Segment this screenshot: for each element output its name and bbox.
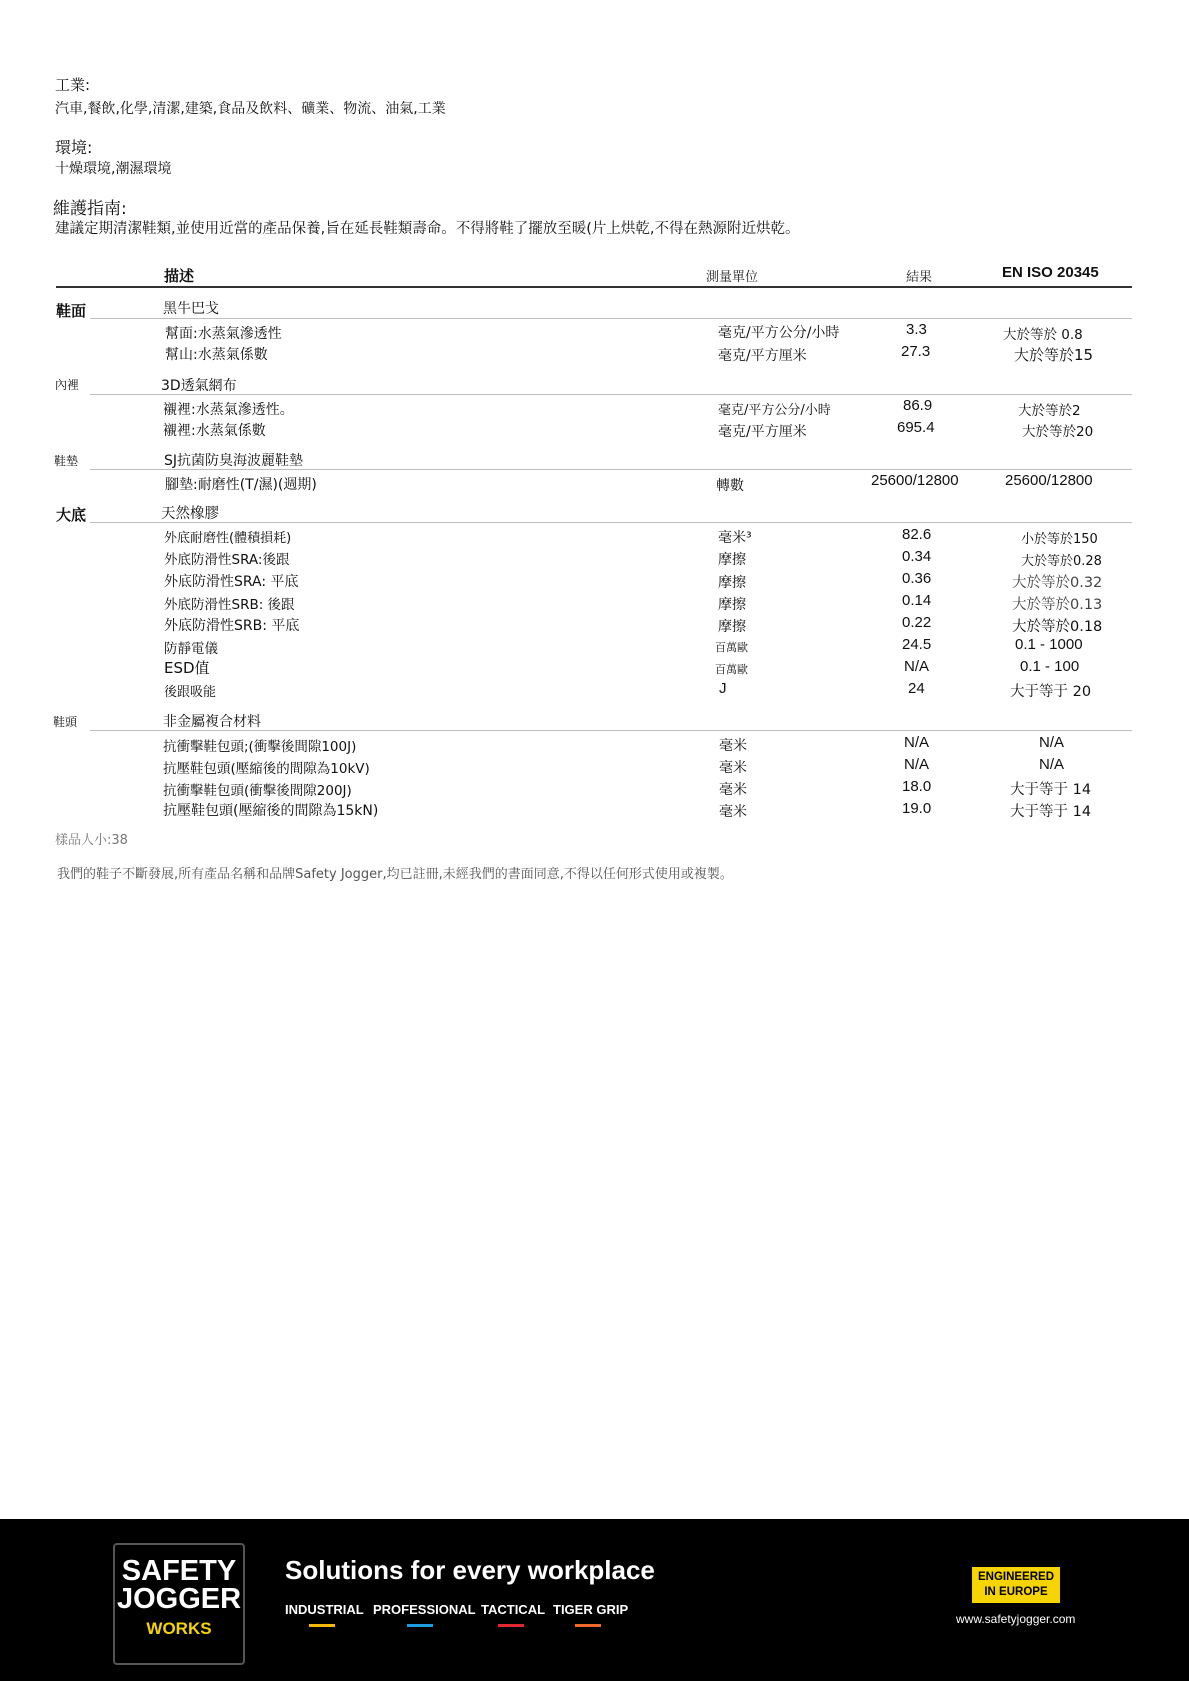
row-result: 24.5 <box>902 636 932 653</box>
header-unit: 測量單位 <box>706 270 759 285</box>
engineered-in-europe-badge <box>972 1567 1060 1603</box>
disclaimer: 我們的鞋子不斷發展,所有產品名稱和品牌Safety Jogger,均已註冊,未經我們的書面同意,不得以任何形式使用或複製。 <box>57 867 733 882</box>
row-unit: 毫米 <box>719 782 747 798</box>
row-result: 19.0 <box>902 800 932 817</box>
row-desc: 防靜電儀 <box>164 641 218 657</box>
row-result: 0.34 <box>902 548 932 565</box>
category-industrial[interactable]: INDUSTRIAL <box>285 1602 364 1617</box>
row-desc: 襯裡:水蒸氣滲透性。 <box>163 402 294 418</box>
header-description: 描述 <box>164 267 195 285</box>
row-result: 0.36 <box>902 570 932 587</box>
row-standard: 大于等于 14 <box>1010 782 1092 798</box>
row-standard: 大於等於0.32 <box>1012 575 1103 591</box>
group-insole-material: SJ抗菌防臭海波麗鞋墊 <box>164 453 304 469</box>
group-insole-label: 鞋墊 <box>54 454 79 468</box>
row-unit: 毫克/平方厘米 <box>718 348 807 364</box>
row-unit: 轉數 <box>716 478 744 494</box>
row-desc: 外底防滑性SRB: 平底 <box>164 618 300 634</box>
row-result: 18.0 <box>902 778 932 795</box>
row-standard: 大於等於0.28 <box>1021 554 1102 569</box>
row-unit: 摩擦 <box>718 597 746 613</box>
group-outsole-material: 天然橡膠 <box>161 506 219 522</box>
row-standard: N/A <box>1039 734 1065 751</box>
row-unit: 毫米 <box>719 760 747 776</box>
row-standard: 大於等於20 <box>1022 424 1094 440</box>
row-desc: 抗衝擊鞋包頭;(衝擊後間隙100J) <box>163 739 357 755</box>
industry-label: 工業: <box>55 76 91 94</box>
row-desc: 後跟吸能 <box>164 685 217 700</box>
row-desc: 抗壓鞋包頭(壓縮後的間隙為10kV) <box>163 761 370 777</box>
footer-banner <box>0 1519 1189 1681</box>
badge-line-2: IN EUROPE <box>984 1586 1048 1598</box>
row-standard: 大於等於 0.8 <box>1003 327 1083 343</box>
environment-label: 環境: <box>55 138 93 157</box>
row-standard: 大於等於0.13 <box>1012 597 1103 613</box>
badge-line-1: ENGINEERED <box>977 1571 1055 1583</box>
header-divider <box>56 286 1132 288</box>
logo-works: WORKS <box>146 1619 212 1638</box>
row-result: N/A <box>904 734 930 751</box>
row-standard: 0.1 - 100 <box>1020 658 1080 675</box>
row-unit: 摩擦 <box>718 575 746 591</box>
group-outsole-label: 大底 <box>56 506 87 524</box>
row-result: N/A <box>904 756 930 773</box>
row-desc: 外底防滑性SRA: 平底 <box>164 574 299 590</box>
slogan: Solutions for every workplace <box>285 1555 655 1585</box>
row-standard: 0.1 - 1000 <box>1015 636 1083 653</box>
row-result: 86.9 <box>903 397 933 414</box>
category-tactical-underline <box>498 1624 524 1627</box>
group-divider <box>90 394 1132 395</box>
row-result: 27.3 <box>901 343 931 360</box>
category-tiger-grip[interactable]: TIGER GRIP <box>553 1602 629 1617</box>
category-tactical[interactable]: TACTICAL <box>481 1602 546 1617</box>
group-divider <box>90 318 1132 319</box>
row-unit: 百萬歐 <box>715 663 748 676</box>
group-lining-label: 內裡 <box>55 378 80 392</box>
row-desc: 抗衝擊鞋包頭(衝擊後間隙200J) <box>163 783 352 799</box>
row-desc: 外底防滑性SRB: 後跟 <box>164 597 295 613</box>
row-standard: 大于等于 20 <box>1010 684 1092 700</box>
row-desc: ESD值 <box>164 659 210 677</box>
row-result: 0.22 <box>902 614 932 631</box>
row-desc: 外底防滑性SRA:後跟 <box>164 552 290 568</box>
row-standard: 25600/12800 <box>1005 472 1093 489</box>
group-lining-material: 3D透氣網布 <box>161 378 237 394</box>
row-result: 24 <box>908 680 925 697</box>
row-desc: 外底耐磨性(體積損耗) <box>164 531 292 546</box>
row-standard: 大於等於2 <box>1018 403 1081 419</box>
row-desc: 幫山:水蒸氣係數 <box>165 347 268 363</box>
group-toecap-label: 鞋頭 <box>53 715 78 729</box>
row-unit: 毫米³ <box>718 530 752 546</box>
header-result: 結果 <box>906 270 933 285</box>
maintenance-label: 維護指南: <box>53 199 127 219</box>
row-unit: 毫克/平方公分/小時 <box>718 325 840 341</box>
category-tiger-grip-underline <box>575 1624 601 1627</box>
environment-text: 十燥環境,潮濕環境 <box>55 161 172 177</box>
group-upper-label: 鞋面 <box>56 302 87 320</box>
group-upper-material: 黑牛巴戈 <box>163 301 219 317</box>
row-unit: 毫克/平方公分/小時 <box>718 403 831 418</box>
row-unit: 百萬歐 <box>715 641 748 654</box>
row-result: 3.3 <box>906 321 927 338</box>
row-desc: 幫面:水蒸氣滲透性 <box>165 326 282 342</box>
category-industrial-underline <box>309 1624 335 1627</box>
row-desc: 抗壓鞋包頭(壓縮後的間隙為15kN) <box>163 803 379 819</box>
industry-text: 汽車,餐飲,化學,清潔,建築,食品及飲料、礦業、物流、油氣,工業 <box>55 101 446 117</box>
website-link[interactable]: www.safetyjogger.com <box>956 1612 1076 1626</box>
row-result: 25600/12800 <box>871 472 959 489</box>
group-divider <box>90 469 1132 470</box>
row-unit: 摩擦 <box>718 619 746 635</box>
logo-line-2: JOGGER <box>116 1583 242 1615</box>
row-standard: 大于等于 14 <box>1010 804 1092 820</box>
logo-line-1: SAFETY <box>121 1555 237 1587</box>
group-divider <box>90 522 1132 523</box>
row-unit: 毫米 <box>719 804 747 820</box>
row-unit: 摩擦 <box>718 552 746 568</box>
row-desc: 襯裡:水蒸氣係數 <box>163 423 266 439</box>
row-standard: 小於等於150 <box>1021 532 1098 547</box>
row-result: 82.6 <box>902 526 932 543</box>
row-standard: N/A <box>1039 756 1065 773</box>
header-standard: EN ISO 20345 <box>1002 264 1099 281</box>
group-divider <box>90 730 1132 731</box>
category-professional[interactable]: PROFESSIONAL <box>373 1602 476 1617</box>
row-unit: J <box>719 680 727 697</box>
row-result: 0.14 <box>902 592 932 609</box>
row-result: 695.4 <box>897 419 935 436</box>
maintenance-text: 建議定期清潔鞋類,並使用近當的產品保養,旨在延長鞋類壽命。不得將鞋了擺放至暖(片上烘乾,不得在熱源附近烘乾。 <box>55 221 800 237</box>
row-unit: 毫克/平方厘米 <box>718 424 807 440</box>
brand-logo[interactable] <box>113 1543 245 1665</box>
row-standard: 大於等於15 <box>1014 346 1094 364</box>
sample-size: 樣品人小:38 <box>55 833 128 848</box>
row-result: N/A <box>904 658 930 675</box>
group-toecap-material: 非金屬複合材料 <box>163 714 261 730</box>
row-unit: 毫米 <box>719 738 747 754</box>
row-desc: 腳墊:耐磨性(T/濕)(週期) <box>165 477 317 493</box>
category-professional-underline <box>407 1624 433 1627</box>
row-standard: 大於等於0.18 <box>1012 619 1103 635</box>
